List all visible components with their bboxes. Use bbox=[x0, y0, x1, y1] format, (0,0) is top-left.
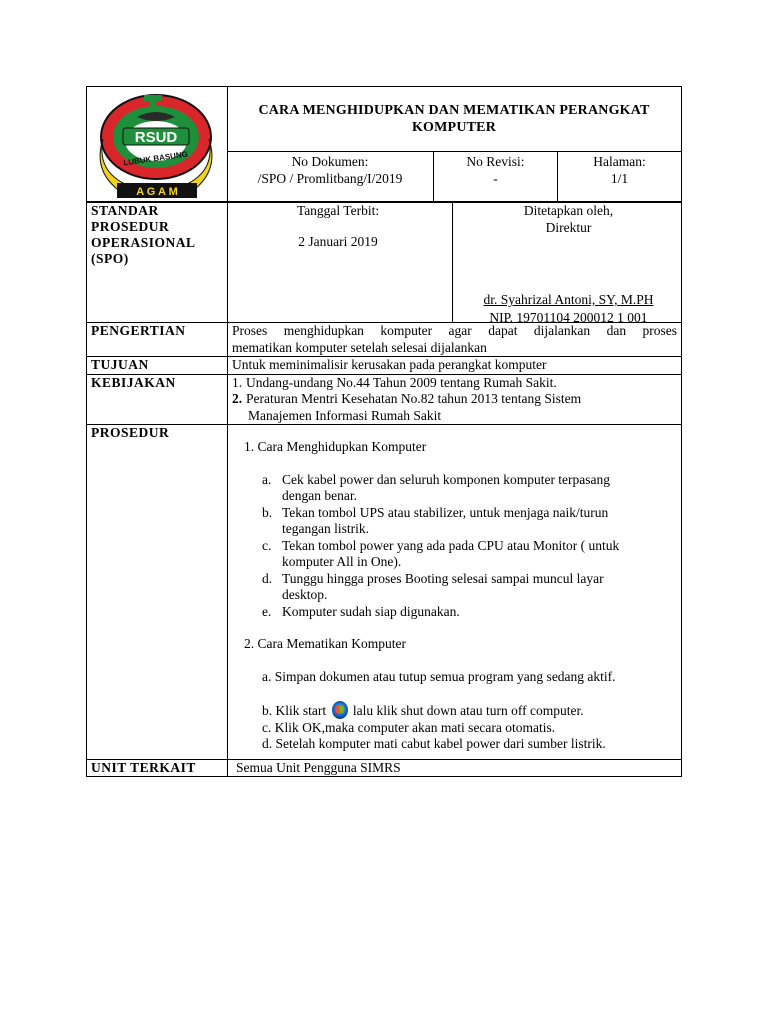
doc-number-cell bbox=[227, 151, 434, 201]
kebijakan-text-1: Undang-undang No.44 Tahun 2009 tentang Rumah Sakit. bbox=[246, 374, 557, 390]
spo-label: STANDAR PROSEDUR OPERASIONAL (SPO) bbox=[87, 203, 228, 323]
prosedur-label: PROSEDUR bbox=[87, 425, 228, 760]
issue-date-label: Tanggal Terbit: bbox=[296, 203, 380, 218]
prosedur-heading-2: 2. Cara Mematikan Komputer bbox=[244, 636, 406, 651]
power-on-step-a bbox=[262, 472, 677, 505]
step-marker: b. bbox=[262, 504, 273, 520]
step-text: Tekan tombol UPS atau stabilizer, untuk menjaga naik/turun bbox=[282, 504, 609, 520]
windows-start-icon bbox=[332, 701, 348, 719]
power-on-step-b bbox=[262, 505, 677, 538]
revision-value: - bbox=[493, 171, 498, 186]
issue-date-value: 2 Januari 2019 bbox=[298, 233, 378, 249]
spo-document bbox=[86, 86, 682, 777]
kebijakan-text-2a: Peraturan Mentri Kesehatan No.82 tahun 2013 tentang Sistem bbox=[246, 391, 582, 406]
kebijakan-marker-2: 2. bbox=[232, 391, 243, 406]
revision-label: No Revisi: bbox=[466, 154, 525, 169]
step-text: Tekan tombol power yang ada pada CPU atau Monitor ( untuk bbox=[282, 537, 620, 553]
doc-number-label: No Dokumen: bbox=[291, 154, 369, 169]
prosedur-heading-1: 1. Cara Menghidupkan Komputer bbox=[244, 439, 427, 454]
document-header bbox=[86, 86, 682, 202]
step-marker: a. bbox=[262, 471, 272, 487]
page-value: 1/1 bbox=[610, 171, 629, 186]
issue-date-cell bbox=[224, 203, 453, 322]
power-on-steps bbox=[262, 472, 677, 621]
step-text-cont: dengan benar. bbox=[282, 488, 357, 503]
power-on-step-c bbox=[262, 538, 677, 571]
pengertian-label: PENGERTIAN bbox=[87, 323, 228, 357]
tujuan-label: TUJUAN bbox=[87, 357, 228, 375]
document-meta bbox=[227, 151, 681, 201]
document-title: CARA MENGHIDUPKAN DAN MEMATIKAN PERANGKAT KOMPUTER bbox=[227, 87, 681, 152]
power-off-step-d: d. Setelah komputer mati cabut kabel power dari sumber listrik. bbox=[262, 736, 606, 751]
step-text: Cek kabel power dan seluruh komponen komputer terpasang bbox=[282, 471, 611, 487]
page-label: Halaman: bbox=[593, 154, 646, 169]
logo-text-ring: LUBUK BASUNG bbox=[122, 149, 189, 168]
step-marker: d. bbox=[262, 570, 273, 586]
approver-position: Direktur bbox=[545, 219, 592, 235]
rsud-logo bbox=[87, 87, 227, 201]
spo-row bbox=[87, 203, 682, 323]
step-text: Tunggu hingga proses Booting selesai sampai muncul layar bbox=[282, 570, 604, 586]
approver-nip: NIP. 19701104 200012 1 001 bbox=[489, 309, 648, 325]
pengertian-row bbox=[87, 323, 682, 357]
doc-number-value: /SPO / Promlitbang/I/2019 bbox=[257, 171, 403, 186]
step-marker: c. bbox=[262, 537, 272, 553]
kebijakan-item-2 bbox=[232, 391, 677, 424]
pengertian-line-1: Proses menghidupkan komputer agar dapat dijalankan dan proses bbox=[232, 323, 677, 338]
approval-cell bbox=[452, 203, 685, 325]
approved-by-label: Ditetapkan oleh, bbox=[523, 203, 614, 218]
power-off-step-a: a. Simpan dokumen atau tutup semua program yang sedang aktif. bbox=[262, 668, 616, 684]
kebijakan-row bbox=[87, 374, 682, 425]
step-text: Komputer sudah siap digunakan. bbox=[282, 603, 460, 619]
kebijakan-text-2b: Manajemen Informasi Rumah Sakit bbox=[248, 407, 442, 423]
tujuan-text: Untuk meminimalisir kerusakan pada perangkat komputer bbox=[228, 357, 682, 375]
kebijakan-label: KEBIJAKAN bbox=[87, 374, 228, 425]
power-on-step-e bbox=[262, 604, 677, 621]
logo-text-agam: A G A M bbox=[136, 186, 178, 198]
spo-table bbox=[86, 202, 682, 777]
step-text-cont: tegangan listrik. bbox=[282, 521, 369, 536]
prosedur-row bbox=[87, 425, 682, 760]
power-off-step-b bbox=[262, 701, 677, 720]
revision-cell bbox=[434, 151, 558, 201]
unit-terkait-label: UNIT TERKAIT bbox=[87, 759, 228, 777]
pengertian-text bbox=[228, 323, 682, 357]
step-text-cont: desktop. bbox=[282, 587, 328, 602]
step-marker: e. bbox=[262, 603, 272, 619]
power-off-step-c: c. Klik OK,maka computer akan mati secara otomatis. bbox=[262, 719, 556, 735]
unit-terkait-row bbox=[87, 759, 682, 777]
kebijakan-item-1 bbox=[232, 375, 677, 392]
power-off-steps bbox=[262, 669, 677, 753]
pengertian-line-2: mematikan komputer setelah selesai dijalankan bbox=[232, 339, 487, 355]
step-b-text-pre: b. Klik start bbox=[262, 703, 327, 718]
approver-name: dr. Syahrizal Antoni, SY, M.PH bbox=[483, 292, 654, 307]
unit-terkait-text: Semua Unit Pengguna SIMRS bbox=[228, 759, 682, 777]
spo-details bbox=[228, 203, 682, 323]
kebijakan-list bbox=[228, 374, 682, 425]
logo-cell bbox=[87, 87, 228, 201]
kebijakan-marker-1: 1. bbox=[232, 374, 243, 390]
power-on-step-d bbox=[262, 571, 677, 604]
step-b-text-post: lalu klik shut down atau turn off computer. bbox=[352, 703, 584, 718]
logo-text-rsud: RSUD bbox=[134, 129, 178, 146]
prosedur-content bbox=[228, 425, 682, 760]
tujuan-row bbox=[87, 357, 682, 375]
page-cell bbox=[558, 151, 681, 201]
step-text-cont: komputer All in One). bbox=[282, 554, 402, 569]
